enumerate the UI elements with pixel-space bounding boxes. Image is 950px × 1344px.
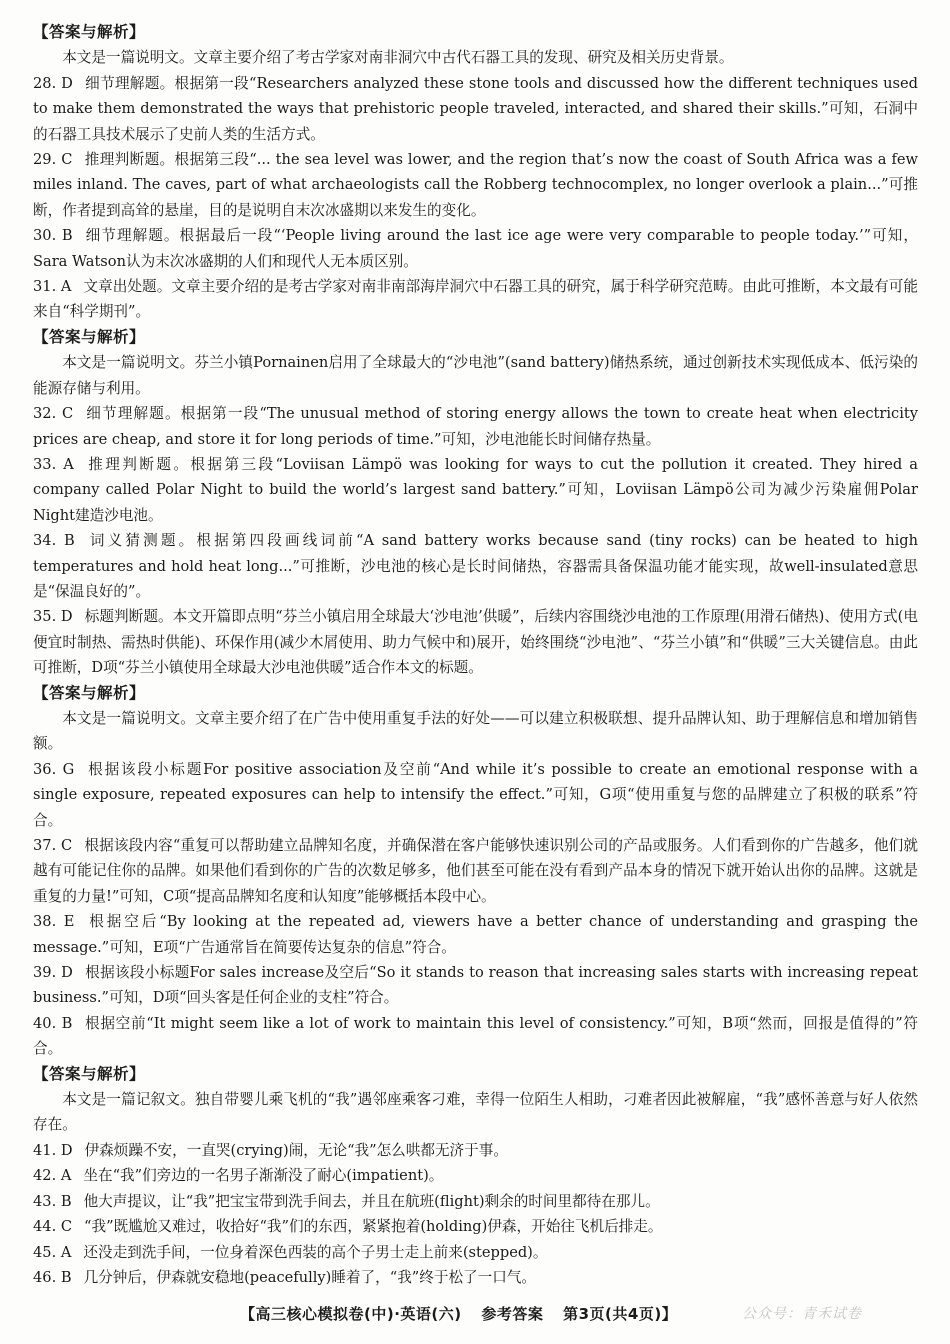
section-summary: 本文是一篇说明文。文章主要介绍了考古学家对南非洞穴中古代石器工具的发现、研究及相关历史背景。 [62, 49, 734, 67]
footer-page-number: 第3页(共4页)】 [563, 1305, 678, 1323]
answer-explanation: 还没走到洗手间，一位身着深色西装的高个子男士走上前来(stepped)。 [83, 1243, 548, 1261]
section-heading: 【答案与解析】 [33, 23, 146, 41]
answer-item [33, 757, 918, 833]
answer-number: 38. E [33, 913, 75, 931]
answer-item [33, 1189, 918, 1214]
answer-number: 39. D [33, 964, 73, 982]
answer-explanation: 细节理解题。根据最后一段“‘People living around the last ice age were very comparable to people today.’”可知，Sara Watson认为末次冰盛期的人们和现代人无本质区别。 [33, 227, 918, 270]
answer-item [33, 909, 918, 960]
answer-number: 30. B [33, 227, 73, 245]
answer-number: 41. D [33, 1141, 73, 1159]
answer-explanation: 几分钟后，伊森就安稳地(peacefully)睡着了，“我”终于松了一口气。 [83, 1268, 537, 1286]
answer-number: 44. C [33, 1218, 73, 1236]
answer-item [33, 1011, 918, 1062]
answer-content [33, 20, 918, 1290]
footer-subtitle: 参考答案 [481, 1305, 544, 1323]
answer-number: 28. D [33, 74, 73, 92]
answer-number: 29. C [33, 151, 73, 169]
answer-explanation: 标题判断题。本文开篇即点明“芬兰小镇启用全球最大‘沙电池’供暖”，后续内容围绕沙电池的工作原理(用滑石储热)、使用方式(电便宜时制热、需热时供能)、环保作用(减少木屑使用、助力气候中和)展开，始终围绕“沙电池”、“芬兰小镇”和“供暖”三大关键信息。由此可推断，D项“芬兰小镇使用全球最大沙电池供暖”适合作本文的标题。 [33, 608, 918, 677]
answer-explanation: 细节理解题。根据第一段“Researchers analyzed these stone tools and discussed how the different techniques used to make them demonstrated the ways that prehistoric people traveled, interacted, and shared their skills.”可知，石洞中的石器工具技术展示了史前人类的生活方式。 [33, 74, 918, 143]
answer-item [33, 1265, 918, 1290]
answer-item [33, 401, 918, 452]
answer-item [33, 1163, 918, 1188]
section-heading: 【答案与解析】 [33, 327, 146, 346]
answer-explanation: “我”既尴尬又难过，收拾好“我”们的东西，紧紧抱着(holding)伊森，开始往飞机后排走。 [84, 1218, 663, 1236]
answer-item [33, 223, 918, 274]
answer-number: 32. C [33, 405, 74, 423]
answer-explanation: 根据该段小标题For sales increase及空后“So it stands to reason that increasing sales starts with increasing repeat business.”可知，D项“回头客是任何企业的支柱”符合。 [33, 964, 918, 1007]
answer-number: 31. A [33, 278, 72, 296]
answer-explanation: 根据该段内容“重复可以帮助建立品牌知名度，并确保潜在客户能够快速识别公司的产品或服务。人们看到你的广告越多，他们就越有可能记住你的品牌。如果他们看到你的广告的次数足够多，他们甚至可能在没有看到产品本身的情况下就开始认出你的品牌。这就是重复的力量!”可知，C项“提高品牌知名度和认知度”能够概括本段中心。 [33, 837, 919, 905]
watermark-text: 公众号：青禾试卷 [742, 1306, 862, 1322]
answer-number: 36. G [33, 760, 75, 778]
section-summary: 本文是一篇说明文。芬兰小镇Pornainen启用了全球最大的“沙电池”(sand battery)储热系统，通过创新技术实现低成本、低污染的能源存储与利用。 [33, 354, 918, 397]
section-summary: 本文是一篇说明文。文章主要介绍了在广告中使用重复手法的好处——可以建立积极联想、提升品牌认知、助于理解信息和增加销售额。 [33, 709, 918, 753]
answer-number: 34. B [33, 532, 75, 550]
answer-number: 35. D [33, 608, 73, 626]
section-heading: 【答案与解析】 [33, 1064, 146, 1083]
answer-number: 43. B [33, 1192, 72, 1210]
section-heading: 【答案与解析】 [33, 683, 146, 702]
answer-explanation: 他大声提议，让“我”把宝宝带到洗手间去，并且在航班(flight)剩余的时间里都待在那儿。 [83, 1192, 660, 1210]
answer-number: 40. B [33, 1014, 73, 1032]
answer-explanation: 推理判断题。根据第三段“Loviisan Lämpö was looking for ways to cut the pollution it created. They hired a company called Polar Night to build the world’s largest sand battery.”可知，Loviisan Lämpö公司为减少污染雇佣Polar Night建造沙电池。 [33, 455, 919, 524]
answer-explanation: 根据空后“By looking at the repeated ad, viewers have a better chance of understanding and grasping the message.”可知，E项“广告通常旨在简要传达复杂的信息”符合。 [33, 913, 918, 956]
answer-explanation: 文章出处题。文章主要介绍的是考古学家对南非南部海岸洞穴中石器工具的研究，属于科学研究范畴。由此可推断，本文最有可能来自“科学期刊”。 [33, 278, 918, 321]
answer-number: 45. A [33, 1243, 72, 1261]
answer-number: 37. C [33, 837, 73, 854]
answer-item [33, 960, 918, 1011]
answer-explanation: 词义猜测题。根据第四段画线词前“A sand battery works because sand (tiny rocks) can be heated to high temperatures and hold heat long...”可推断，沙电池的核心是长时间储热，容器需具备保温功能才能实现，故well-insulated意思是“保温良好的”。 [33, 532, 919, 600]
answer-explanation: 细节理解题。根据第一段“The unusual method of storing energy allows the town to create heat when electricity prices are cheap, and store it for long periods of time.”可知，沙电池能长时间储存热量。 [33, 405, 918, 448]
answer-explanation: 坐在“我”们旁边的一名男子渐渐没了耐心(impatient)。 [83, 1167, 444, 1185]
answer-item [33, 274, 918, 325]
footer-text [240, 1303, 691, 1324]
answer-item [33, 147, 918, 223]
answer-explanation: 根据空前“It might seem like a lot of work to maintain this level of consistency.”可知，B项“然而，回报是值得的”符合。 [33, 1014, 918, 1058]
section-summary: 本文是一篇记叙文。独自带婴儿乘飞机的“我”遇邻座乘客刁难，幸得一位陌生人相助，刁难者因此被解雇，“我”感怀善意与好人依然存在。 [33, 1091, 918, 1134]
answer-item [33, 1138, 918, 1163]
answer-item [33, 604, 918, 680]
answer-explanation: 推理判断题。根据第三段“... the sea level was lower, and the region that’s now the coast of South Africa was a few miles inland. The caves, part of what archaeologists call the Robberg technocomplex, no longer overlook a plain...”可推断，作者提到高耸的悬崖，目的是说明自末次冰盛期以来发生的变化。 [33, 151, 919, 219]
answer-item [33, 833, 918, 909]
page-footer [0, 1300, 950, 1330]
answer-item [33, 452, 918, 528]
answer-item [33, 528, 918, 604]
answer-item [33, 1240, 918, 1265]
answer-explanation: 根据该段小标题For positive association及空前“And while it’s possible to create an emotional response with a single exposure, repeated exposures can help to intensify the effect.”可知，G项“使用重复与您的品牌建立了积极的联系”符合。 [33, 760, 918, 829]
footer-title: 【高三核心模拟卷(中)·英语(六) [240, 1305, 462, 1323]
answer-item [33, 71, 918, 147]
answer-item [33, 1214, 918, 1239]
answer-number: 46. B [33, 1268, 72, 1286]
answer-explanation: 伊森烦躁不安，一直哭(crying)闹，无论“我”怎么哄都无济于事。 [84, 1141, 508, 1159]
answer-number: 42. A [33, 1167, 72, 1185]
answer-number: 33. A [33, 455, 74, 473]
